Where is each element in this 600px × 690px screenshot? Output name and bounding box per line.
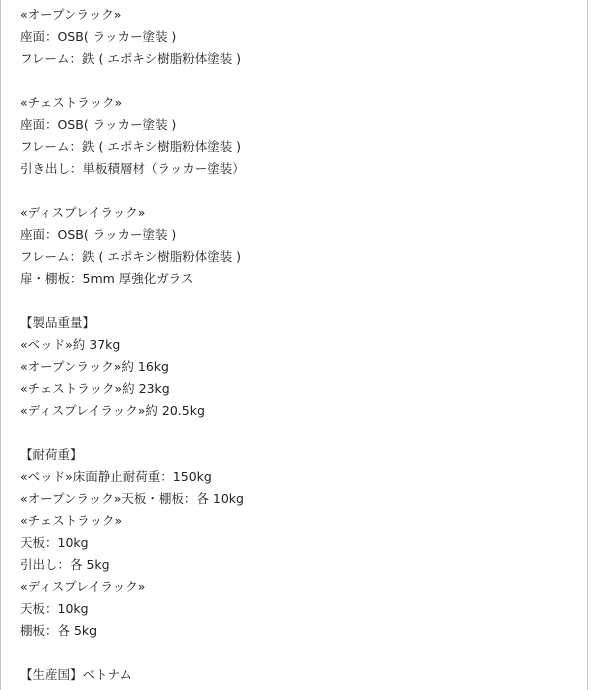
display-rack-door-shelf: 扉・棚板：5mm 厚強化ガラス: [20, 271, 194, 286]
chest-rack-seat: 座面：OSB( ラッカー塗装 ): [20, 117, 177, 132]
spacer: [20, 70, 586, 92]
chest-rack-drawer: 引き出し：単板積層材（ラッカー塗装）: [20, 161, 245, 176]
load-open-rack: «オープンラック»天板・棚板：各 10kg: [20, 491, 244, 506]
spacer: [20, 290, 586, 312]
weight-display-rack: «ディスプレイラック»約 20.5kg: [20, 403, 205, 418]
weight-heading: 【製品重量】: [20, 315, 96, 330]
chest-rack-frame: フレーム：鉄 ( エポキシ樹脂粉体塗装 ): [20, 139, 242, 154]
origin-line: 【生産国】ベトナム: [20, 667, 132, 682]
weight-bed: «ベッド»約 37kg: [20, 337, 121, 352]
load-chest-heading: «チェストラック»: [20, 513, 123, 528]
open-rack-seat: 座面：OSB( ラッカー塗装 ): [20, 29, 177, 44]
load-display-heading: «ディスプレイラック»: [20, 579, 146, 594]
display-rack-frame: フレーム：鉄 ( エポキシ樹脂粉体塗装 ): [20, 249, 242, 264]
load-display-top: 天板：10kg: [20, 601, 89, 616]
load-chest-drawer: 引出し：各 5kg: [20, 557, 110, 572]
open-rack-frame: フレーム：鉄 ( エポキシ樹脂粉体塗装 ): [20, 51, 242, 66]
spacer: [20, 642, 586, 664]
chest-rack-heading: «チェストラック»: [20, 95, 123, 110]
spacer: [20, 422, 586, 444]
load-heading: 【耐荷重】: [20, 447, 83, 462]
spacer: [20, 180, 586, 202]
product-spec-text: [20, 4, 586, 686]
weight-chest-rack: «チェストラック»約 23kg: [20, 381, 170, 396]
open-rack-heading: «オープンラック»: [20, 7, 122, 22]
load-display-shelf: 棚板：各 5kg: [20, 623, 98, 638]
weight-open-rack: «オープンラック»約 16kg: [20, 359, 169, 374]
display-rack-heading: «ディスプレイラック»: [20, 205, 146, 220]
display-rack-seat: 座面：OSB( ラッカー塗装 ): [20, 227, 177, 242]
load-bed: «ベッド»床面静止耐荷重：150kg: [20, 469, 212, 484]
load-chest-top: 天板：10kg: [20, 535, 89, 550]
